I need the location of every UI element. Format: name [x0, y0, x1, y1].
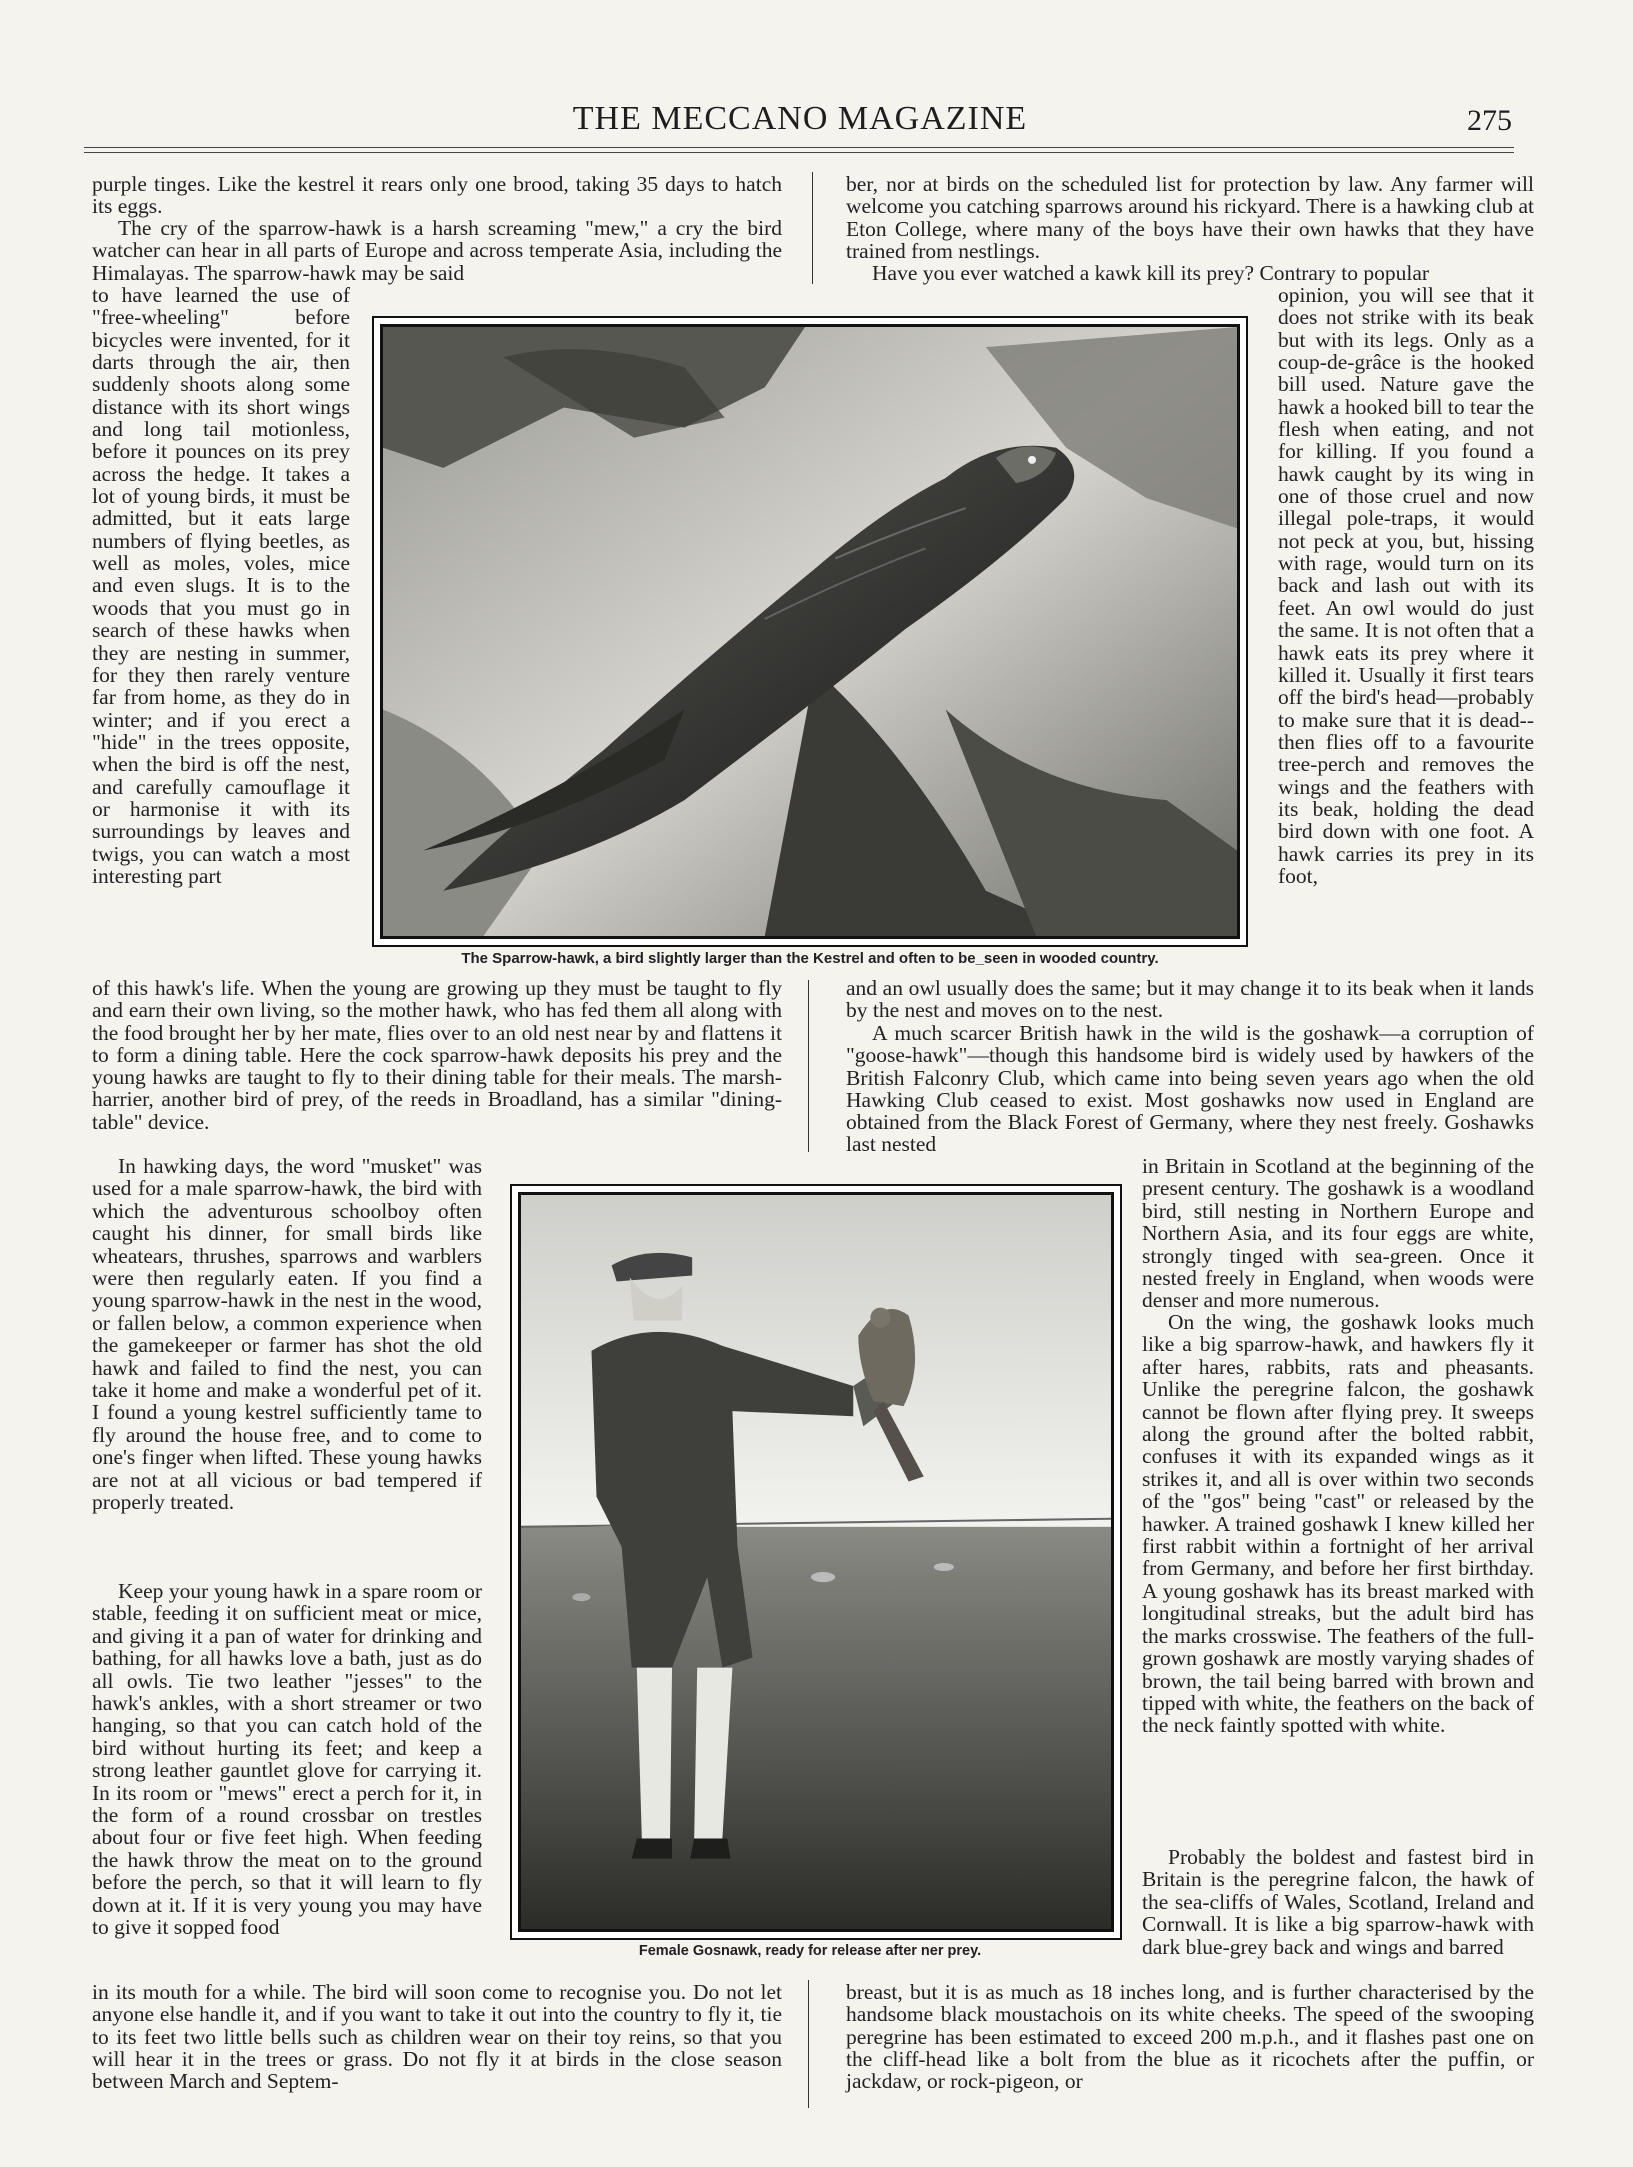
right-paragraph-1: ber, nor at birds on the scheduled list for protection by law. Any farmer will welcome you catching sparrows around his rickyard. There is a hawking club at Eton College, where many of the boys have their own hawks that they have trained from nestlings.: [846, 172, 1534, 263]
right-paragraph-5: A much scarcer British hawk in the wild is the goshawk—a corruption of "goose-hawk"—though this handsome bird is widely used by hawkers of the British Falconry Club, which came into being seven years ago when the old Hawking Club ceased to exist. Most goshawks now used in England are obtained from the Black Forest of Germany, where they nest freely. Goshawks last nested: [846, 1021, 1534, 1157]
column-divider-top: [812, 172, 813, 284]
right-paragraph-7: On the wing, the goshawk looks much like a big sparrow-hawk, and hawkers fly it after hares, rabbits, rats and pheasants. Unlike the peregrine falcon, the goshawk cannot be flown after flying prey. It sweeps along the ground after the bolted rabbit, confuses it with its expanded wings as it strikes it, and all is over within two seconds of the "gos" being "cast" or released by the hawker. A trained goshawk I knew killed her first rabbit within a fortnight of her arrival from Germany, and before her first birthday. A young goshawk has its breast marked with longitudinal streaks, but the adult bird has the marks crosswise. The feathers of the full-grown goshawk are mostly varying shades of brown, the tail being barred with brown and tipped with white, the feathers on the back of the neck faintly spotted with white.: [1142, 1310, 1534, 1738]
right-paragraph-6: in Britain in Scotland at the beginning of the present century. The goshawk is a woodland bird, still nesting in Northern Europe and Northern Asia, and its four eggs are white, strongly tinged with sea-green. Once it nested freely in England, when woods were denser and more numerous.: [1142, 1154, 1534, 1313]
left-paragraph-1: purple tinges. Like the kestrel it rears only one brood, taking 35 days to hatch its eggs.: [92, 172, 782, 219]
left-paragraph-2: The cry of the sparrow-hawk is a harsh screaming "mew," a cry the bird watcher can hear in all parts of Europe and across temperate Asia, including the Himalayas. The sparrow-hawk may be said: [92, 216, 782, 285]
goshawk-photo: [510, 1184, 1122, 1940]
goshawk-caption: Female Gosnawk, ready for release after ner prey.: [638, 1943, 982, 1959]
right-paragraph-4: and an owl usually does the same; but it may change it to its beak when it lands by the nest and moves on to the nest.: [846, 976, 1534, 1023]
left-paragraph-4: of this hawk's life. When the young are growing up they must be taught to fly and earn their own living, so the mother hawk, who has fed them all along with the food brought her by her mate, flies over to an old nest near by and flattens it to form a dining table. Here the cock sparrow-hawk deposits his prey and the young hawks are taught to fly to their dining table for their meals. The marsh-harrier, another bird of prey, of the reeds in Broadland, has a similar "dining-table" device.: [92, 976, 782, 1134]
left-paragraph-7: in its mouth for a while. The bird will soon come to recognise you. Do not let anyone else handle it, and if you want to take it out into the country to fly it, tie to its feet two little bells such as children wear on their toy reins, so that you will hear it in the trees or grass. Do not fly it at birds in the close season between March and Septem-: [92, 1980, 782, 2094]
sparrowhawk-photo: [372, 316, 1248, 947]
sparrowhawk-image: [383, 327, 1237, 936]
column-divider-bottom: [808, 1980, 809, 2108]
right-paragraph-8: Probably the boldest and fastest bird in Britain is the peregrine falcon, the hawk of the sea-cliffs of Wales, Scotland, Ireland and Cornwall. It is like a big sparrow-hawk with dark blue-grey back and wings and barred: [1142, 1845, 1534, 1959]
page-header: [88, 100, 1512, 144]
header-rule-secondary: [84, 152, 1514, 153]
left-paragraph-6: Keep your young hawk in a spare room or stable, feeding it on sufficient meat or mice, and giving it a pan of water for drinking and bathing, for all hawks love a bath, just as do all owls. Tie two leather "jesses" to the hawk's ankles, with a short streamer or two hanging, so that you can catch hold of the bird without hurting its feet; and keep a strong leather gauntlet glove for carrying it. In its room or "mews" erect a perch for it, in the form of a round crossbar on trestles about four or five feet high. When feeding the hawk throw the meat on to the ground before the perch, so that it will learn to fly down at it. If it is very young you may have to give it sopped food: [92, 1579, 482, 1940]
left-paragraph-3: to have learned the use of "free-wheeling" before bicycles were invented, for it darts through the air, then suddenly shoots along some distance with its short wings and long tail motionless, before it pounces on its prey across the hedge. It takes a lot of young birds, it must be admitted, but it eats large numbers of flying beetles, as well as moles, voles, mice and even slugs. It is to the woods that you must go in search of these hawks when they are nesting in summer, for they then rarely venture far from home, as they do in winter; and if you erect a "hide" in the trees opposite, when the bird is off the nest, and carefully camouflage it or harmonise it with its surroundings by leaves and twigs, you can watch a most interesting part: [92, 283, 350, 888]
left-paragraph-5: In hawking days, the word "musket" was used for a male sparrow-hawk, the bird with which the adventurous schoolboy often caught his dinner, for small birds like wheatears, thrushes, sparrows and warblers were then regularly eaten. If you find a young sparrow-hawk in the nest in the wood, or fallen below, a common experience when the gamekeeper or farmer has shot the old hawk and failed to find the nest, you can take it home and make a wonderful pet of it. I found a young kestrel sufficiently tame to fly around the house free, and to come to one's finger when lifted. These young hawks are not at all vicious or bad tempered if properly treated.: [92, 1154, 482, 1515]
header-rule: [84, 147, 1514, 148]
page-number: 275: [1467, 104, 1512, 137]
column-divider-middle: [808, 980, 809, 1152]
right-paragraph-9: breast, but it is as much as 18 inches long, and is further characterised by the handsome black moustachois on its white cheeks. The speed of the swooping peregrine has been estimated to exceed 200 m.p.h., and it flashes past one on the cliff-head like a bolt from the blue as it ricochets after the puffin, or jackdaw, or rock-pigeon, or: [846, 1980, 1534, 2094]
goshawk-image: [521, 1195, 1111, 1929]
magazine-title: THE MECCANO MAGAZINE: [572, 100, 1028, 137]
sparrowhawk-caption: The Sparrow-hawk, a bird slightly larger than the Kestrel and often to be_seen in wooded country.: [461, 950, 1159, 967]
right-paragraph-2: Have you ever watched a kawk kill its prey? Contrary to popular: [872, 261, 1430, 285]
right-paragraph-3: opinion, you will see that it does not strike with its beak but with its legs. Only as a coup-de-grâce is the hooked bill used. Nature gave the hawk a hooked bill to tear the flesh when eating, and not for killing. If you found a hawk caught by its wing in one of those cruel and now illegal pole-traps, it would not peck at you, but, hissing with rage, would turn on its back and lash out with its feet. An owl would do just the same. It is not often that a hawk eats its prey where it killed it. Usually it first tears off the bird's head—probably to make sure that it is dead--then flies off to a favourite tree-perch and removes the wings and the feathers with its beak, holding the dead bird down with one foot. A hawk carries its prey in its foot,: [1278, 283, 1534, 888]
